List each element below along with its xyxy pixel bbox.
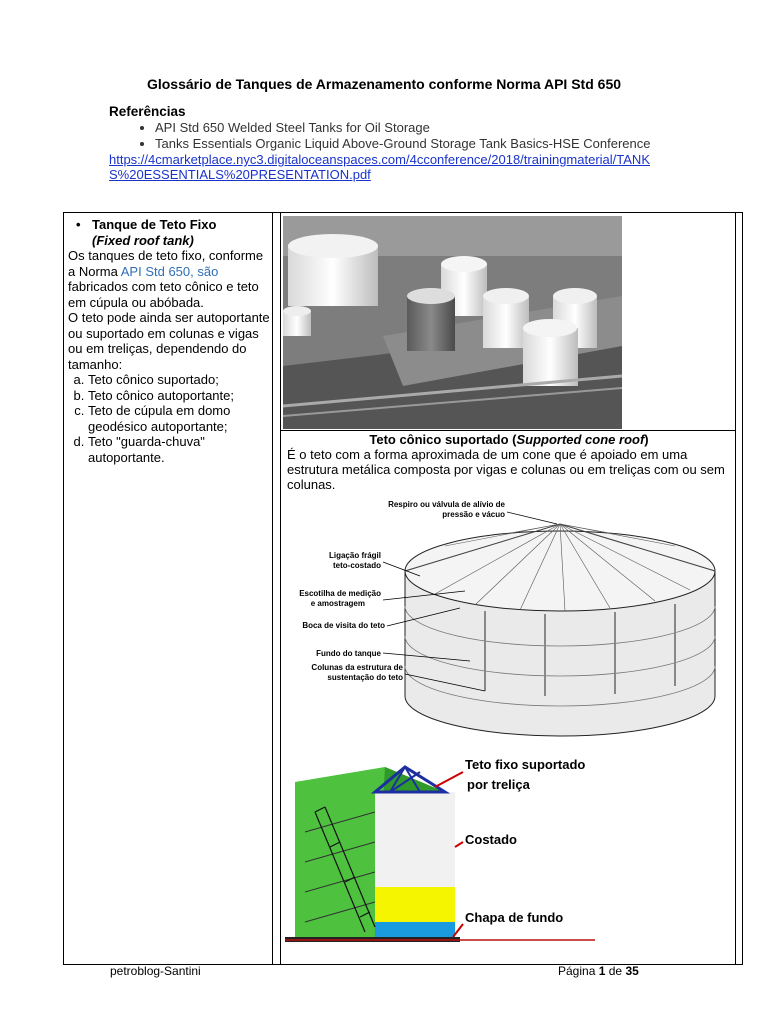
subheading-close: )	[644, 432, 649, 447]
tank-farm-photo	[283, 216, 622, 429]
of-word: de	[608, 964, 623, 978]
truss-roof-tank-diagram	[285, 752, 605, 947]
diagram-label: por treliça	[467, 777, 530, 792]
bullet-heading: • Tanque de Teto Fixo	[68, 217, 270, 233]
cone-roof-tank-diagram	[285, 496, 733, 741]
diagram-label: pressão e vácuo	[442, 510, 505, 519]
list-item: b. Teto cônico autoportante;	[88, 388, 270, 404]
references-section	[109, 104, 669, 182]
reference-item: • API Std 650 Welded Steel Tanks for Oil Storage	[155, 120, 669, 136]
diagram-label: Costado	[465, 832, 517, 847]
subheading-english: Supported cone roof	[516, 432, 645, 447]
page-title: Glossário de Tanques de Armazenamento conforme Norma API Std 650	[146, 76, 622, 92]
list-item: c. Teto de cúpula em domo geodésico autoportante;	[88, 403, 270, 434]
right-column-text	[287, 432, 731, 492]
table-divider	[280, 212, 281, 964]
api-link[interactable]: API Std 650, são	[120, 263, 219, 279]
diagram-label: teto-costado	[333, 561, 381, 570]
reference-link[interactable]: https://4cmarketplace.nyc3.digitaloceanspaces.com/4cconference/2018/trainingmaterial/TANKS%20ESSENTIALS%20PRESENTATION.pdf	[109, 152, 650, 182]
page-total: 35	[625, 964, 639, 978]
footer-page-number	[558, 964, 639, 978]
paragraph-1	[68, 248, 270, 310]
list-item: a. Teto cônico suportado;	[88, 372, 270, 388]
reference-item: • Tanks Essentials Organic Liquid Above-Ground Storage Tank Basics-HSE Conference	[155, 136, 669, 152]
footer-author: petroblog-Santini	[110, 964, 201, 978]
paragraph-text: Os tanques de teto fixo, conforme a Norma	[68, 248, 264, 279]
diagram-label: Chapa de fundo	[465, 910, 564, 925]
table-divider	[735, 212, 736, 964]
page-num: 1	[598, 964, 606, 978]
table-divider	[272, 212, 273, 964]
diagram-label: sustentação do teto	[327, 673, 403, 682]
section-subheading	[287, 432, 731, 447]
table-divider	[281, 430, 735, 431]
diagram-label: Escotilha de medição	[299, 589, 381, 598]
left-column	[68, 217, 270, 465]
diagram-label: Fundo do tanque	[316, 649, 381, 658]
diagram-label: Boca de visita do teto	[302, 621, 385, 630]
subheading-text: Teto cônico suportado (	[369, 432, 517, 447]
diagram-label: e amostragem	[310, 599, 365, 608]
references-heading: Referências	[109, 104, 186, 119]
section-description: É o teto com a forma aproximada de um cone que é apoiado em uma estrutura metálica composta por vigas e colunas ou em treliças com ou sem colunas.	[287, 447, 725, 492]
bullet-subheading: (Fixed roof tank)	[92, 232, 194, 248]
references-list	[109, 120, 669, 152]
list-item: d. Teto "guarda-chuva" autoportante.	[88, 434, 270, 465]
diagram-label: Colunas da estrutura de	[311, 663, 403, 672]
roof-types-list	[68, 372, 270, 465]
diagram-label: Teto fixo suportado	[465, 757, 586, 772]
paragraph-2: O teto pode ainda ser autoportante ou suportado em colunas e vigas ou em treliças, dependendo do tamanho:	[68, 310, 270, 372]
paragraph-text: fabricados com teto cônico e teto em cúpula ou abóbada.	[68, 279, 259, 310]
diagram-label: Respiro ou válvula de alívio de	[388, 500, 505, 509]
diagram-label: Ligação frágil	[328, 551, 381, 560]
page-word: Página	[558, 964, 596, 978]
